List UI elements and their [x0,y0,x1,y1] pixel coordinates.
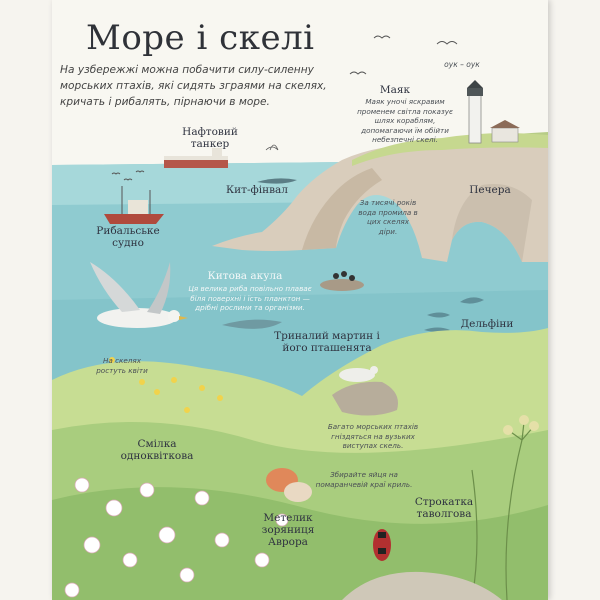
lighthouse-icon [469,95,481,143]
shark-caption: Ця велика риба повільно плаває біля поверхні і їсть планктон — дрібні рослини та організми. [188,284,312,312]
label-lighthouse: Маяк [379,84,411,96]
arch-caption: За тисячі років вода промила в цих скелях діри. [358,198,418,236]
label-fin-whale: Кит-фінвал [226,184,288,196]
label-moth: Метелик зоряниця Аврора [261,512,315,548]
label-dolphins: Дельфіни [460,318,514,330]
label-gull: Триналий мартин і його пташенята [274,330,380,354]
illustrated-page [52,0,548,600]
intro-text: На узбережжі можна побачити силу-силенну морських птахів, які сидять зграями на скелях, кричать і рибалять, пірнаючи в море. [60,64,327,108]
lighthouse-caption: Маяк уночі яскравим променем світла показує шлях кораблям, допомагаючи їм обійти небезпечні скелі. [357,97,453,144]
birds-call-text: оук – оук [444,60,480,69]
beetle-icon [373,529,391,561]
label-campion: Смілка одноквіткова [120,438,194,462]
grass-caption: На скелях ростуть квіти [96,356,148,375]
gull-caption: Багато морських птахів гніздяться на вузьких виступах скель. [327,422,419,450]
label-tanker: Нафтовий танкер [182,126,238,150]
label-basking-shark: Китова акула [207,270,283,282]
page-title: Море і скелі [86,18,315,58]
label-beetle: Строкатка таволгова [414,496,474,520]
label-fishing-boat: Рибальське судно [96,225,160,249]
eggs-caption: Збирайте яйця на помаранчевій краї криль. [315,470,413,489]
label-cave: Печера [469,184,511,196]
